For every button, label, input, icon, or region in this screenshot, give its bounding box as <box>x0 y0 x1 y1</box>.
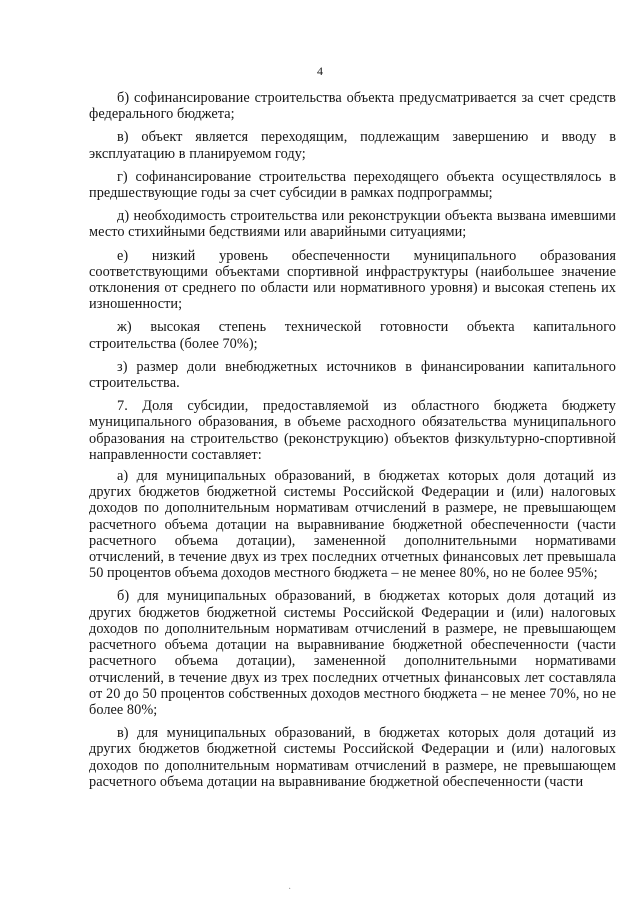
page-number: 4 <box>317 64 323 78</box>
scan-artifact: · <box>288 884 292 895</box>
paragraph-v-transitional-object: в) объект является переходящим, подлежащим завершению и вводу в эксплуатацию в планируемом году; <box>89 129 616 162</box>
paragraph-z-extrabudgetary: з) размер доли внебюджетных источников в финансировании капитального строительства. <box>89 358 616 392</box>
paragraph-e-low-provision: е) низкий уровень обеспеченности муниципального образования соответствующими объектами спортивной инфраструктуры (наибольшее значение отклонения от среднего по области или нормативного уровня) и высокая степень их изношенности; <box>89 247 616 313</box>
paragraph-b-federal-cofinancing: б) софинансирование строительства объекта предусматривается за счет средств федерального бюджета; <box>89 90 616 123</box>
paragraph-d-emergency: д) необходимость строительства или реконструкции объекта вызвана имевшими место стихийными бедствиями или аварийными ситуациями; <box>89 208 616 241</box>
paragraph-a-over-50-percent: а) для муниципальных образований, в бюджетах которых доля дотаций из других бюджетов бюджетной системы Российской Федерации и (или) налоговых доходов по дополнительным нормативам отчислений в размере, не превышающем расчетного объема дотации на выравнивание бюджетной обеспеченности (части расчетного объема дотации), замененной дополнительными нормативами отчислений, в течение двух из трех последних отчетных финансовых лет превышала 50 процентов объема доходов местного бюджета – не менее 80%, но не более 95%; <box>89 468 616 582</box>
paragraph-7-subsidy-share: 7. Доля субсидии, предоставляемой из областного бюджета бюджету муниципального образования, в объеме расходного обязательства муниципального образования на строительство (реконструкцию) объектов физкультурно-спортивной направленности составляет: <box>89 398 616 463</box>
paragraph-v-continued: в) для муниципальных образований, в бюджетах которых доля дотаций из других бюджетов бюджетной системы Российской Федерации и (или) налоговых доходов по дополнительным нормативам отчислений в размере, не превышающем расчетного объема дотации на выравнивание бюджетной обеспеченности (части <box>89 725 616 790</box>
paragraph-b-20-to-50-percent: б) для муниципальных образований, в бюджетах которых доля дотаций из других бюджетов бюджетной системы Российской Федерации и (или) налоговых доходов по дополнительным нормативам отчислений в размере, не превышающем расчетного объема дотации на выравнивание бюджетной обеспеченности (части расчетного объема дотации), замененной дополнительными нормативами отчислений, в течение двух из трех последних отчетных финансовых лет составляла от 20 до 50 процентов собственных доходов местного бюджета – не менее 70%, но не более 80%; <box>89 588 616 718</box>
paragraph-g-previous-years: г) софинансирование строительства переходящего объекта осуществлялось в предшествующие годы за счет субсидии в рамках подпрограммы; <box>89 168 616 202</box>
paragraph-zh-readiness: ж) высокая степень технической готовности объекта капитального строительства (более 70%); <box>89 319 616 352</box>
document-body <box>89 90 616 797</box>
